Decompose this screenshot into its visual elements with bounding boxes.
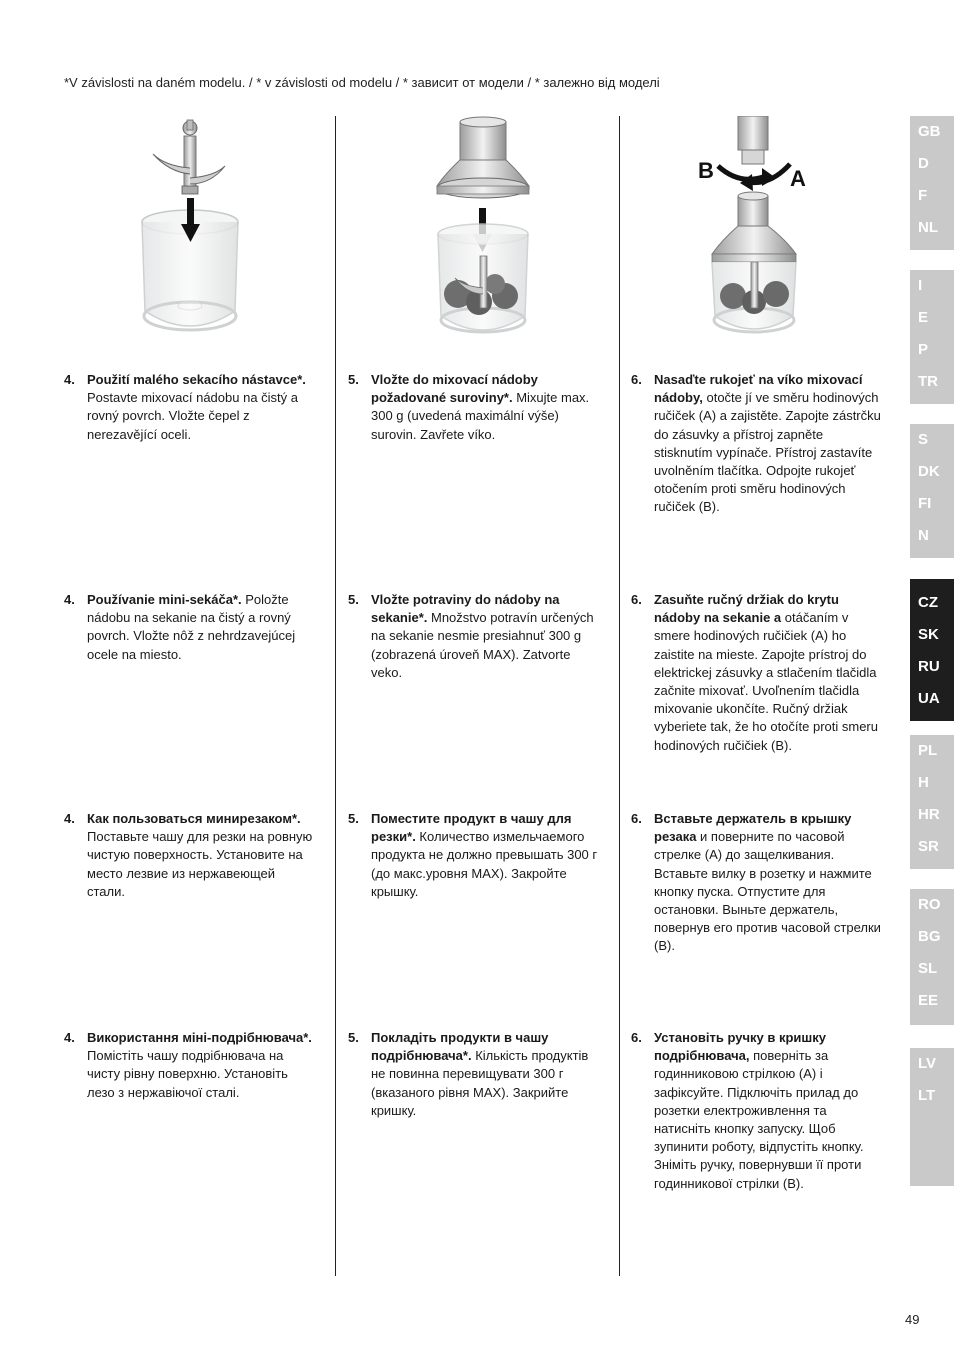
handle-rotation-illustration (640, 116, 880, 346)
lang-tab-pl[interactable]: PL (918, 742, 938, 759)
page-number: 49 (905, 1312, 920, 1327)
lang-tab-bg[interactable]: BG (918, 928, 941, 945)
ru-step-5: 5. Поместите продукт в чашу для резки*. Количество измельчаемого продукта не должно превышать 300 г (до макс.уровня MAX). Закройте крышку. (348, 811, 598, 899)
ua-step-4: 4. Використання міні-подрібнювача*. Помістіть чашу подрібнювача на чисту рівну поверхню. Установіть лезо з нержавіючої сталі. (64, 1030, 312, 1100)
lang-tab-sr[interactable]: SR (918, 838, 939, 855)
lang-tab-sk[interactable]: SK (918, 626, 939, 643)
lang-tab-lt[interactable]: LT (918, 1087, 936, 1104)
sk-step-5: 5. Vložte potraviny do nádoby na sekanie*. Množstvo potravín určených na sekanie nesmie presiahnuť 300 g (zobrazená úroveň MAX). Zatvorte veko. (348, 592, 594, 680)
lang-tab-ro[interactable]: RO (918, 896, 941, 913)
lang-group-7 (910, 1048, 954, 1186)
blade-insertion-illustration (85, 116, 325, 346)
ru-step-4: 4. Как пользоваться минирезаком*. Поставьте чашу для резки на ровную чистую поверхность. Установите на место лезвие из нержавеющей стали. (64, 811, 313, 899)
model-footnote: *V závislosti na daném modelu. / * v závislosti od modelu / * зависит от модели / * залежно від моделі (64, 75, 660, 90)
lang-group-5 (910, 735, 954, 869)
rotation-label-b: B (698, 158, 714, 183)
lang-group-2 (910, 270, 954, 404)
lang-tab-fi[interactable]: FI (918, 495, 932, 512)
lang-tab-p[interactable]: P (918, 341, 929, 358)
lang-tab-tr[interactable]: TR (918, 373, 938, 390)
lang-tab-d[interactable]: D (918, 155, 929, 172)
lang-tab-dk[interactable]: DK (918, 463, 940, 480)
lang-group-6 (910, 889, 954, 1025)
column-divider-1 (335, 116, 336, 1276)
lang-group-4-active (910, 579, 954, 721)
lang-tab-gb[interactable]: GB (918, 123, 941, 140)
lid-placement-illustration (355, 116, 595, 346)
lang-tab-sl[interactable]: SL (918, 960, 938, 977)
lang-tab-ua[interactable]: UA (918, 690, 940, 707)
lang-tab-nl[interactable]: NL (918, 219, 938, 236)
cz-step-5: 5. Vložte do mixovací nádoby požadované suroviny*. Mixujte max. 300 g (uvedená maximální výše) surovin. Zavřete víko. (348, 372, 590, 442)
lang-tab-h[interactable]: H (918, 774, 929, 791)
sk-step-4: 4. Používanie mini-sekáča*. Položte nádobu na sekanie na čistý a rovný povrch. Vložte nôž z nehrdzavejúcej ocele na miesto. (64, 592, 296, 662)
ua-step-5: 5. Покладіть продукти в чашу подрібнювача*. Кількість продуктів не повинна перевищувати 300 г (вказаного рівня MAX). Закрийте кришку. (348, 1030, 589, 1118)
lang-tab-e[interactable]: E (918, 309, 929, 326)
lang-tab-n[interactable]: N (918, 527, 929, 544)
lang-tab-cz[interactable]: CZ (918, 594, 938, 611)
lang-tab-ee[interactable]: EE (918, 992, 939, 1009)
cz-step-6: 6. Nasaďte rukojeť na víko mixovací nádoby, otočte jí ve směru hodinových ručiček (A) a zajistěte. Zapojte zástrčku do zásuvky a přístroj zapněte stisknutím vypínače. Přístroj zastavíte uvolněním tlačítka. Odpojte rukojeť otočením proti směru hodinových ručiček (B). (631, 372, 881, 515)
lang-tab-lv[interactable]: LV (918, 1055, 937, 1072)
cz-step-4: 4. Použití malého sekacího nástavce*. Postavte mixovací nádobu na čistý a rovný povrch. Vložte čepel z nerezavějící oceli. (64, 372, 306, 442)
ua-step-6: 6. Установіть ручку в кришку подрібнювача, поверніть за годинниковою стрілкою (A) і зафіксуйте. Підключіть прилад до розетки електроживлення та натисніть кнопку запуску. Щоб зупинити роботу, відпустіть кнопку. Зніміть ручку, повернувши її проти годинникової стрілки (B). (631, 1030, 864, 1191)
lang-tab-s[interactable]: S (918, 431, 929, 448)
lang-tab-hr[interactable]: HR (918, 806, 940, 823)
column-divider-2 (619, 116, 620, 1276)
lang-tab-i[interactable]: I (918, 277, 923, 294)
lang-group-1 (910, 116, 954, 250)
lang-group-3 (910, 424, 954, 558)
ru-step-6: 6. Вставьте держатель в крышку резака и поверните по часовой стрелке (A) до защелкивания. Вставьте вилку в розетку и нажмите кнопку пуска. Отпустите для остановки. Выньте держатель, повернув его против часовой стрелки (B). (631, 811, 881, 954)
sk-step-6: 6. Zasuňte ručný držiak do krytu nádoby na sekanie a otáčaním v smere hodinových ručičiek (A) ho zaistite na mieste. Zapojte prístroj do elektrickej zásuvky a stlačením tlačidla začnite mixovať. Uvoľnením tlačidla mixovanie ukončíte. Ručný držiak vyberiete tak, že ho otočíte proti smeru hodinových ručičiek (B). (631, 592, 878, 753)
lang-tab-ru[interactable]: RU (918, 658, 940, 675)
lang-tab-f[interactable]: F (918, 187, 928, 204)
rotation-label-a: A (790, 166, 806, 191)
